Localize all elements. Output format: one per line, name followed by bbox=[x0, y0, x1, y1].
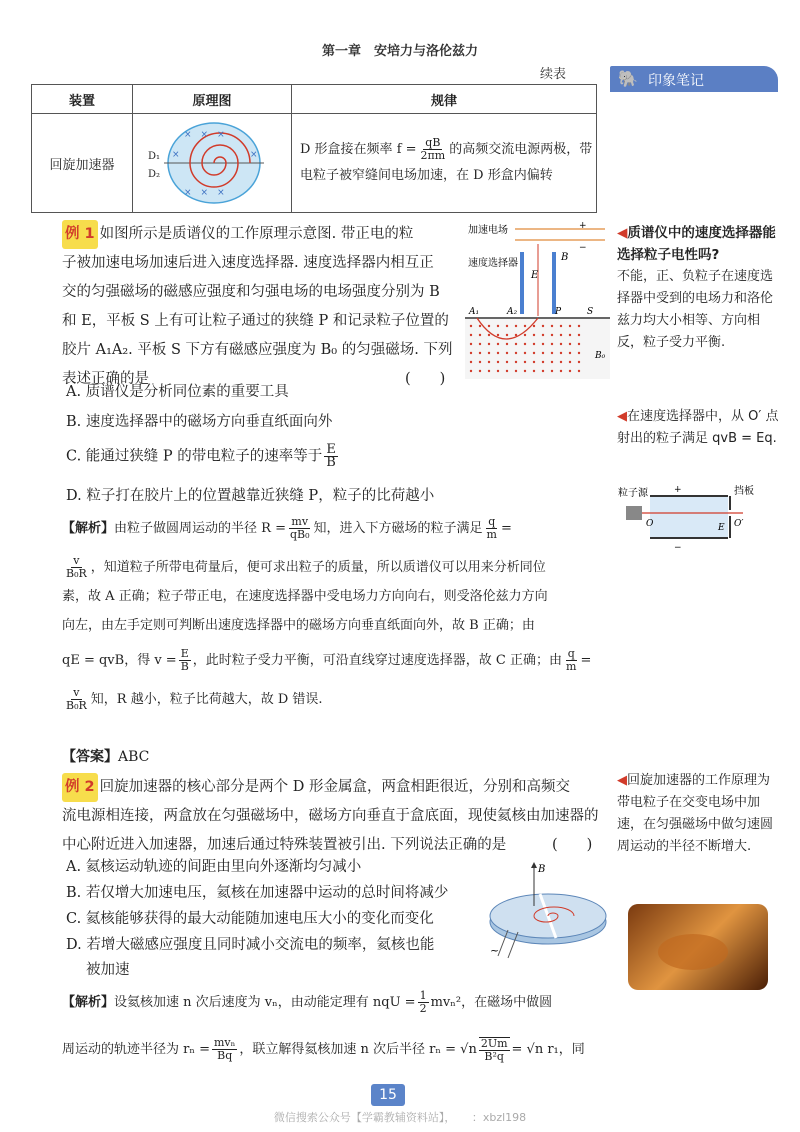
triangle-icon: ◀ bbox=[617, 225, 628, 241]
field-dot bbox=[515, 352, 517, 354]
frac-den: Bq bbox=[217, 1049, 233, 1062]
example1-answer bbox=[62, 746, 149, 766]
footer-watermark: 微信搜索公众号【学霸教辅资料站】， ：xbzl198 bbox=[273, 1111, 527, 1124]
field-dot bbox=[542, 325, 544, 327]
field-dot bbox=[578, 343, 580, 345]
stem-text: 如图所示是质谱仪的工作原理示意图. 带正电的粒 bbox=[99, 226, 414, 242]
option-d-cont: 被加速 bbox=[86, 962, 130, 978]
example1-analysis bbox=[62, 514, 602, 714]
selector-plate bbox=[520, 252, 524, 314]
diagram-cell bbox=[133, 114, 292, 213]
field-mark: × bbox=[250, 150, 258, 160]
frac-num: q bbox=[567, 647, 575, 660]
source-label: 粒子源 bbox=[618, 488, 648, 499]
stem-line bbox=[62, 220, 462, 249]
table-header: 装置 bbox=[32, 85, 133, 114]
field-dot bbox=[533, 370, 535, 372]
field-dot bbox=[524, 343, 526, 345]
field-dot bbox=[551, 370, 553, 372]
option-a: A. 质谱仪是分析同位素的重要工具 bbox=[66, 384, 289, 400]
b-label: B bbox=[561, 252, 569, 263]
field-dot bbox=[560, 352, 562, 354]
fraction bbox=[564, 648, 578, 673]
field-dot bbox=[470, 343, 472, 345]
field-dot bbox=[506, 325, 508, 327]
cyclotron-figure bbox=[478, 860, 613, 960]
frac-num: 1 bbox=[419, 989, 427, 1002]
note-title-text: 质谱仪中的速度选择器能选择粒子电性吗? bbox=[617, 225, 776, 263]
sidebar-title: 印象笔记 bbox=[648, 73, 704, 89]
fraction bbox=[419, 137, 448, 162]
stem-line: 交的匀强磁场的磁感应强度和匀强电场的电场强度分别为 B bbox=[62, 284, 440, 300]
b-label: B bbox=[538, 864, 546, 875]
analysis-text: 知，进入下方磁场的粒子满足 bbox=[313, 521, 483, 536]
fraction bbox=[64, 687, 89, 712]
example2-stem bbox=[62, 773, 608, 860]
field-dot bbox=[551, 352, 553, 354]
field-dot bbox=[479, 361, 481, 363]
o-label: O bbox=[646, 519, 654, 529]
example-label: 例 2 bbox=[62, 773, 98, 802]
field-dot bbox=[497, 352, 499, 354]
stem-text: 中心附近进入加速器，加速后通过特殊装置被引出. 下列说法正确的是 bbox=[62, 837, 507, 853]
field-dot bbox=[524, 325, 526, 327]
frac-den: m bbox=[566, 660, 577, 673]
note-body: 在速度选择器中，从 O′ 点射出的粒子满足 qvB = Eq. bbox=[617, 409, 779, 446]
e-label: E bbox=[718, 523, 725, 533]
arrow-head bbox=[531, 862, 537, 868]
e-label: E bbox=[531, 270, 539, 281]
analysis-text: qE = qvB，得 v = bbox=[62, 653, 177, 668]
field-dot bbox=[560, 325, 562, 327]
example2-analysis bbox=[62, 988, 612, 1064]
analysis-text: ，知道粒子所带电荷量后，便可求出粒子的质量，所以质谱仪可以用来分析同位 bbox=[90, 560, 546, 575]
field-dot bbox=[497, 370, 499, 372]
board-label: 挡板 bbox=[734, 486, 754, 497]
chapter-title: 第一章 安培力与洛伦兹力 bbox=[321, 44, 478, 59]
frac-den: 2 bbox=[419, 1002, 427, 1015]
rule-text: 的高频交流电源两极，带 bbox=[449, 142, 593, 157]
analysis-line bbox=[62, 1035, 612, 1064]
field-dot bbox=[488, 370, 490, 372]
field-dot bbox=[524, 370, 526, 372]
field-dot bbox=[479, 325, 481, 327]
stem-line: 和 E，平板 S 上有可让粒子通过的狭缝 P 和记录粒子位置的 bbox=[62, 313, 449, 329]
frac-den: B²q bbox=[484, 1049, 504, 1063]
o2-label: O′ bbox=[734, 519, 744, 529]
field-dot bbox=[569, 334, 571, 336]
velocity-selector-figure bbox=[618, 482, 783, 552]
field-dot bbox=[506, 352, 508, 354]
frac-num: 2Um bbox=[480, 1036, 508, 1050]
frac-den: m bbox=[486, 528, 497, 541]
field-dot bbox=[533, 343, 535, 345]
triangle-icon: ◀ bbox=[617, 409, 627, 424]
cyclotron-diagram bbox=[134, 115, 290, 211]
field-dot bbox=[479, 370, 481, 372]
field-dot bbox=[578, 361, 580, 363]
note-title bbox=[617, 222, 782, 266]
rule-text: D 形盒接在频率 f = bbox=[300, 142, 417, 157]
accel-label: 加速电场 bbox=[468, 225, 508, 236]
field-dot bbox=[497, 361, 499, 363]
analysis-text: = √n r₁，同 bbox=[511, 1042, 585, 1057]
analysis-text: ，联立解得氦核加速 n 次后半径 rₙ = √n bbox=[239, 1042, 477, 1057]
frac-num: v bbox=[73, 554, 80, 567]
s-label: S bbox=[587, 307, 594, 317]
triangle-icon: ◀ bbox=[617, 773, 627, 788]
field-dot bbox=[569, 370, 571, 372]
device-cell: 回旋加速器 bbox=[32, 114, 133, 213]
minus-sign: − bbox=[579, 243, 587, 253]
answer-paren: ( ) bbox=[405, 371, 446, 387]
fraction bbox=[288, 516, 312, 541]
field-dot bbox=[488, 334, 490, 336]
field-dot bbox=[488, 352, 490, 354]
frac-num: v bbox=[73, 686, 80, 699]
field-dot bbox=[533, 334, 535, 336]
field-dot bbox=[488, 361, 490, 363]
option-text: C. 能通过狭缝 P 的带电粒子的速率等于 bbox=[66, 448, 323, 465]
table-header: 原理图 bbox=[133, 85, 292, 114]
d2-label: D₂ bbox=[148, 169, 161, 180]
sqrt-fraction bbox=[479, 1037, 510, 1063]
field-dot bbox=[479, 334, 481, 336]
field-dot bbox=[497, 325, 499, 327]
field-dot bbox=[533, 352, 535, 354]
field-dot bbox=[524, 352, 526, 354]
field-mark: × bbox=[172, 150, 180, 160]
fraction bbox=[324, 444, 338, 469]
frac-num: qB bbox=[425, 136, 441, 149]
sidebar-note-3 bbox=[617, 770, 782, 858]
rule-line1 bbox=[300, 137, 595, 163]
field-dot bbox=[506, 370, 508, 372]
analysis-text: 周运动的轨迹半径为 rₙ = bbox=[62, 1042, 210, 1057]
field-dot bbox=[524, 361, 526, 363]
field-dot bbox=[578, 352, 580, 354]
field-dot bbox=[560, 334, 562, 336]
selector-label: 速度选择器 bbox=[468, 258, 518, 269]
analysis-line bbox=[62, 514, 602, 543]
frac-num: q bbox=[488, 515, 496, 528]
field-dot bbox=[497, 334, 499, 336]
field-dot bbox=[542, 361, 544, 363]
analysis-line bbox=[62, 553, 602, 582]
field-dot bbox=[551, 343, 553, 345]
field-dot bbox=[515, 370, 517, 372]
frac-num: mv bbox=[291, 515, 309, 528]
stem-text: 回旋加速器的核心部分是两个 D 形金属盒，两盒相距很近，分别和高频交 bbox=[99, 779, 570, 795]
source-box bbox=[626, 506, 642, 520]
page-number: 15 bbox=[371, 1084, 405, 1106]
field-dot bbox=[524, 334, 526, 336]
field-dot bbox=[479, 343, 481, 345]
field-dot bbox=[506, 343, 508, 345]
analysis-line bbox=[62, 685, 602, 714]
analysis-line bbox=[62, 646, 602, 675]
field-dots bbox=[465, 320, 595, 378]
field-dot bbox=[542, 370, 544, 372]
fraction bbox=[179, 648, 191, 673]
field-dot bbox=[551, 361, 553, 363]
field-dot bbox=[542, 343, 544, 345]
frac-den: qB₀ bbox=[289, 528, 310, 541]
plus-sign: + bbox=[674, 485, 682, 495]
field-dot bbox=[578, 370, 580, 372]
field-dot bbox=[578, 325, 580, 327]
field-dot bbox=[515, 325, 517, 327]
field-dot bbox=[551, 325, 553, 327]
field-dot bbox=[569, 325, 571, 327]
field-dot bbox=[470, 325, 472, 327]
accelerator-photo bbox=[628, 904, 768, 990]
note-body: 不能，正、负粒子在速度选择器中受到的电场力和洛伦兹力均大小相等、方向相反，粒子受力平衡. bbox=[617, 269, 774, 350]
analysis-text: ，此时粒子受力平衡，可沿直线穿过速度选择器，故 C 正确；由 bbox=[192, 653, 563, 668]
field-region bbox=[650, 496, 728, 538]
analysis-text: 设氦核加速 n 次后速度为 vₙ，由动能定理有 nqU = bbox=[114, 995, 416, 1010]
sidebar-note-1 bbox=[617, 222, 782, 354]
field-dot bbox=[515, 334, 517, 336]
fraction bbox=[418, 990, 429, 1015]
option-c bbox=[66, 444, 340, 469]
frac-den: B₀R bbox=[66, 567, 87, 580]
sidebar-note-2 bbox=[617, 406, 782, 450]
p-label: P bbox=[555, 307, 562, 317]
option-c: C. 氦核能够获得的最大动能随加速电压大小的变化而变化 bbox=[66, 911, 434, 927]
option-d: D. 粒子打在胶片上的位置越靠近狭缝 P，粒子的比荷越小 bbox=[66, 488, 435, 504]
field-dot bbox=[479, 352, 481, 354]
fraction bbox=[212, 1037, 237, 1062]
field-dot bbox=[470, 334, 472, 336]
field-dot bbox=[488, 325, 490, 327]
example1-stem bbox=[62, 220, 462, 394]
field-dot bbox=[560, 361, 562, 363]
field-dot bbox=[515, 343, 517, 345]
equals: = bbox=[580, 653, 592, 668]
minus-sign: − bbox=[674, 543, 682, 552]
field-mark: × × × bbox=[184, 188, 225, 198]
frac-num: E bbox=[180, 647, 189, 660]
example-label: 例 1 bbox=[62, 220, 98, 249]
field-dot bbox=[560, 343, 562, 345]
frac-den: B₀R bbox=[66, 699, 87, 712]
field-dot bbox=[470, 361, 472, 363]
answer-paren: ( ) bbox=[552, 837, 593, 853]
rule-line2: 电粒子被窄缝间电场加速，在 D 形盒内偏转 bbox=[300, 168, 553, 183]
analysis-tag: 【解析】 bbox=[62, 995, 115, 1010]
stem-text: 表述正确的是 bbox=[62, 371, 149, 387]
option-d: D. 若增大磁感应强度且同时减小交流电的频率，氦核也能 bbox=[66, 937, 435, 953]
stem-line: 胶片 A₁A₂. 平板 S 下方有磁感应强度为 B₀ 的匀强磁场. 下列 bbox=[62, 342, 453, 358]
stem-line bbox=[62, 773, 608, 802]
b0-label: B₀ bbox=[595, 351, 606, 361]
field-dot bbox=[506, 334, 508, 336]
analysis-line: 素，故 A 正确；粒子带正电，在速度选择器中受电场力方向向右，则受洛伦兹力方向 bbox=[62, 589, 548, 604]
field-dot bbox=[470, 352, 472, 354]
field-dot bbox=[542, 334, 544, 336]
analysis-text: 知，R 越小，粒子比荷越大，故 D 错误. bbox=[90, 692, 323, 707]
note-body: 回旋加速器的工作原理为带电粒子在交变电场中加速，在匀强磁场中做匀速圆周运动的半径不断增大. bbox=[617, 773, 774, 854]
option-a: A. 氦核运动轨迹的间距由里向外逐渐均匀减小 bbox=[66, 859, 362, 875]
frac-den: B bbox=[326, 455, 336, 470]
plus-sign: + bbox=[579, 221, 587, 231]
sidebar-header bbox=[610, 66, 778, 92]
answer-tag: 【答案】 bbox=[62, 749, 118, 765]
law-table bbox=[31, 84, 597, 213]
fraction bbox=[64, 555, 89, 580]
field-dot bbox=[506, 361, 508, 363]
answer-value: ABC bbox=[118, 749, 150, 765]
analysis-text: mvₙ²，在磁场中做圆 bbox=[430, 995, 553, 1010]
field-dot bbox=[569, 361, 571, 363]
elephant-icon: 🐘 bbox=[618, 69, 638, 88]
frac-den: B bbox=[180, 660, 189, 673]
a2-label: A₂ bbox=[507, 307, 518, 317]
analysis-line bbox=[62, 988, 612, 1017]
field-dot bbox=[533, 325, 535, 327]
stem-line: 子被加速电场加速后进入速度选择器. 速度选择器内相互正 bbox=[62, 255, 434, 271]
field-dot bbox=[569, 343, 571, 345]
option-b: B. 速度选择器中的磁场方向垂直纸面向外 bbox=[66, 414, 333, 430]
analysis-tag: 【解析】 bbox=[62, 521, 115, 536]
table-header: 规律 bbox=[292, 85, 597, 114]
field-dot bbox=[560, 370, 562, 372]
field-dot bbox=[569, 352, 571, 354]
analysis-line: 向左，由左手定则可判断出速度选择器中的磁场方向垂直纸面向外，故 B 正确；由 bbox=[62, 618, 535, 633]
d1-label: D₁ bbox=[148, 151, 161, 162]
equals: = bbox=[500, 521, 512, 536]
fraction bbox=[485, 516, 499, 541]
a1-label: A₁ bbox=[469, 307, 480, 317]
ac-source-label: ~ bbox=[490, 944, 500, 957]
rule-cell bbox=[292, 114, 597, 213]
option-b: B. 若仅增大加速电压，氦核在加速器中运动的总时间将减少 bbox=[66, 885, 449, 901]
selector-plate bbox=[552, 252, 556, 314]
analysis-text: 由粒子做圆周运动的半径 R = bbox=[114, 521, 286, 536]
field-dot bbox=[578, 334, 580, 336]
stem-line: 流电源相连接，两盒放在匀强磁场中，磁场方向垂直于盒底面，现使氦核由加速器的 bbox=[62, 808, 599, 824]
field-dot bbox=[542, 352, 544, 354]
frac-num: mvₙ bbox=[214, 1036, 236, 1049]
field-dot bbox=[551, 334, 553, 336]
photo-shape bbox=[658, 934, 728, 970]
field-dot bbox=[470, 370, 472, 372]
continued-label: 续表 bbox=[540, 67, 567, 82]
field-dot bbox=[533, 361, 535, 363]
field-mark: × × × bbox=[184, 130, 225, 140]
field-dot bbox=[515, 361, 517, 363]
field-dot bbox=[488, 343, 490, 345]
field-dot bbox=[497, 343, 499, 345]
frac-num: E bbox=[326, 442, 336, 457]
frac-den: 2πm bbox=[420, 149, 446, 162]
